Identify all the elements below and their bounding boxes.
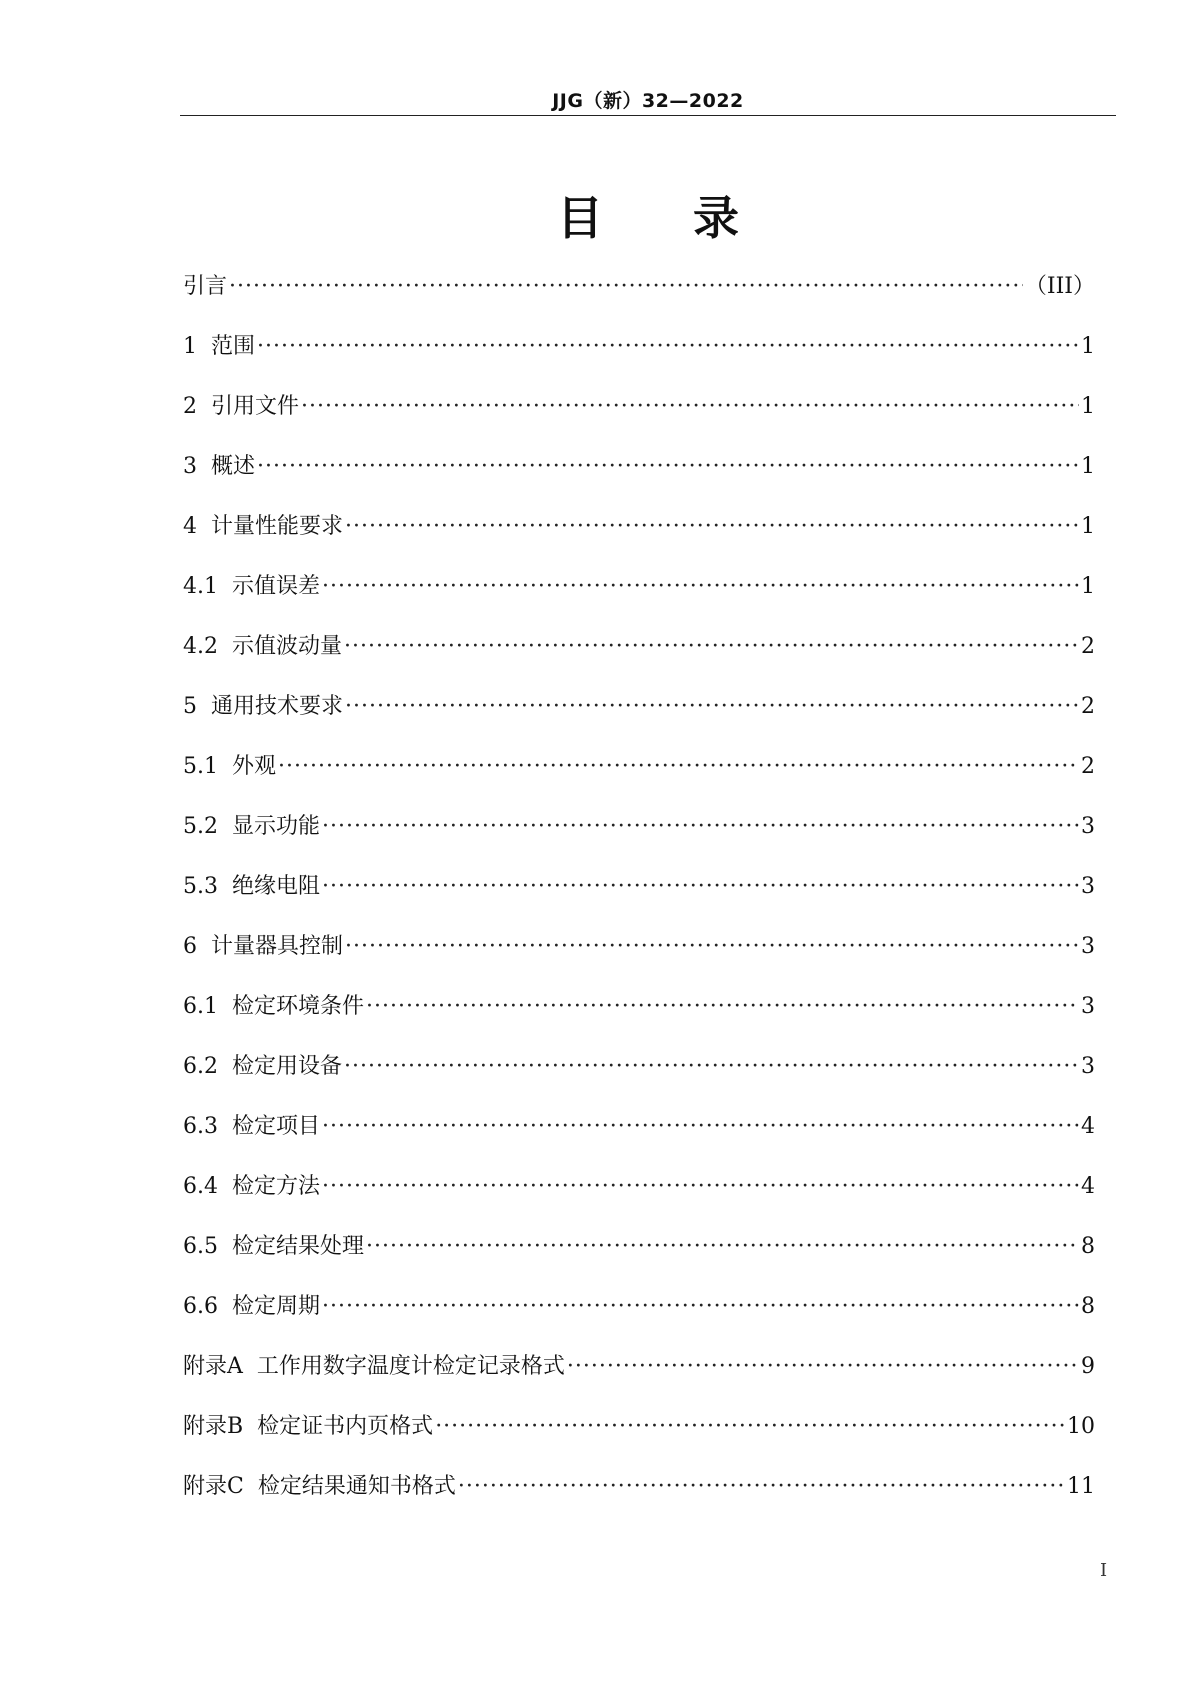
toc-entry[interactable] [183,325,1095,385]
toc-leader-dots [301,385,1079,429]
toc-entry-label: 检定结果处理 [232,1234,365,1259]
header-rule [180,115,1116,116]
toc-entry[interactable] [183,565,1095,625]
toc-entry-page: 3 [1081,934,1095,959]
toc-leader-dots [322,1165,1079,1209]
toc-entry-label: 概述 [211,454,256,479]
toc-leader-dots [322,565,1079,609]
toc-leader-dots [345,925,1079,969]
toc-entry[interactable] [183,385,1095,445]
toc-leader-dots [567,1345,1079,1389]
toc-entry-label: 绝缘电阻 [232,874,321,899]
toc-entry-number: 6.1 [183,994,218,1019]
toc-entry-number: 6.2 [183,1054,218,1079]
toc-entry-number: 附录C [183,1474,244,1499]
toc-entry-label: 引言 [183,274,228,299]
toc-entry-page: 2 [1081,634,1095,659]
toc-entry-label: 检定周期 [232,1294,321,1319]
toc-entry-number: 1 [183,334,197,359]
toc-entry-page: 8 [1081,1294,1095,1319]
toc-entry-number: 6.3 [183,1114,218,1139]
toc-entry-number: 5.2 [183,814,218,839]
toc-entry[interactable] [183,505,1095,565]
toc-entry-label: 示值误差 [232,574,321,599]
toc-entry[interactable] [183,925,1095,985]
toc-entry-number: 6.6 [183,1294,218,1319]
toc-entry-label: 检定环境条件 [232,994,365,1019]
toc-entry-label: 外观 [232,754,277,779]
toc-leader-dots [322,1285,1079,1329]
toc-leader-dots [366,1225,1079,1269]
toc-entry-label: 引用文件 [211,394,300,419]
toc-entry-page: 11 [1067,1474,1095,1499]
toc-entry-number: 附录B [183,1414,244,1439]
toc-entry[interactable] [183,1225,1095,1285]
toc-entry-label: 检定用设备 [232,1054,343,1079]
toc-entry-label: 检定方法 [232,1174,321,1199]
toc-entry-number: 5.1 [183,754,218,779]
table-of-contents [183,265,1095,1525]
toc-entry-page: 10 [1067,1414,1095,1439]
toc-leader-dots [322,865,1079,909]
toc-entry-label: 计量性能要求 [211,514,344,539]
toc-entry-label: 示值波动量 [232,634,343,659]
toc-entry-page: 2 [1081,754,1095,779]
toc-entry[interactable] [183,1285,1095,1345]
toc-entry-page: 4 [1081,1174,1095,1199]
toc-entry-number: 2 [183,394,197,419]
toc-entry[interactable] [183,865,1095,925]
page-number: I [1100,1560,1108,1581]
toc-leader-dots [229,265,1023,309]
toc-entry[interactable] [183,685,1095,745]
toc-leader-dots [278,745,1079,789]
header-standard-code: JJG（新）32—2022 [552,90,744,112]
toc-entry-page: 8 [1081,1234,1095,1259]
toc-leader-dots [345,685,1079,729]
toc-entry-label: 工作用数字温度计检定记录格式 [256,1354,565,1379]
toc-entry-number: 3 [183,454,197,479]
toc-leader-dots [322,805,1079,849]
toc-entry-number: 6 [183,934,197,959]
toc-entry-page: 4 [1081,1114,1095,1139]
toc-entry-page: 2 [1081,694,1095,719]
toc-entry[interactable] [183,1165,1095,1225]
toc-entry[interactable] [183,1345,1095,1405]
toc-entry-number: 6.4 [183,1174,218,1199]
toc-entry-number: 6.5 [183,1234,218,1259]
toc-entry-page: 1 [1081,334,1095,359]
toc-entry[interactable] [183,1405,1095,1465]
toc-leader-dots [257,325,1079,369]
toc-entry[interactable] [183,1105,1095,1165]
toc-entry-number: 4.2 [183,634,218,659]
toc-entry-page: 1 [1081,514,1095,539]
toc-leader-dots [435,1405,1065,1449]
toc-entry-page: 3 [1081,994,1095,1019]
toc-entry-number: 附录A [183,1354,243,1379]
toc-leader-dots [458,1465,1065,1509]
toc-leader-dots [366,985,1079,1029]
toc-entry-page: 3 [1081,814,1095,839]
toc-entry-label: 计量器具控制 [211,934,344,959]
toc-entry-page: 1 [1081,574,1095,599]
toc-entry-label: 显示功能 [232,814,321,839]
toc-entry-label: 检定证书内页格式 [257,1414,434,1439]
toc-entry-number: 5.3 [183,874,218,899]
toc-entry[interactable] [183,1045,1095,1105]
toc-leader-dots [344,625,1079,669]
toc-entry-page: （III） [1024,274,1095,299]
toc-entry-label: 检定结果通知书格式 [257,1474,456,1499]
toc-entry-page: 3 [1081,1054,1095,1079]
toc-leader-dots [322,1105,1079,1149]
toc-entry[interactable] [183,745,1095,805]
toc-entry-page: 1 [1081,454,1095,479]
toc-entry-page: 9 [1081,1354,1095,1379]
toc-leader-dots [257,445,1079,489]
toc-entry-number: 5 [183,694,197,719]
toc-entry-number: 4.1 [183,574,218,599]
toc-entry-label: 通用技术要求 [211,694,344,719]
toc-entry-page: 3 [1081,874,1095,899]
toc-entry[interactable] [183,985,1095,1045]
toc-entry[interactable] [183,625,1095,685]
toc-entry-label: 检定项目 [232,1114,321,1139]
toc-entry-label: 范围 [211,334,256,359]
toc-entry[interactable] [183,805,1095,865]
toc-entry-page: 1 [1081,394,1095,419]
toc-entry[interactable] [183,1465,1095,1525]
toc-leader-dots [344,1045,1079,1089]
toc-entry[interactable] [183,265,1095,325]
page-title: 目录 [557,191,829,245]
toc-entry-number: 4 [183,514,197,539]
toc-entry[interactable] [183,445,1095,505]
toc-leader-dots [345,505,1079,549]
